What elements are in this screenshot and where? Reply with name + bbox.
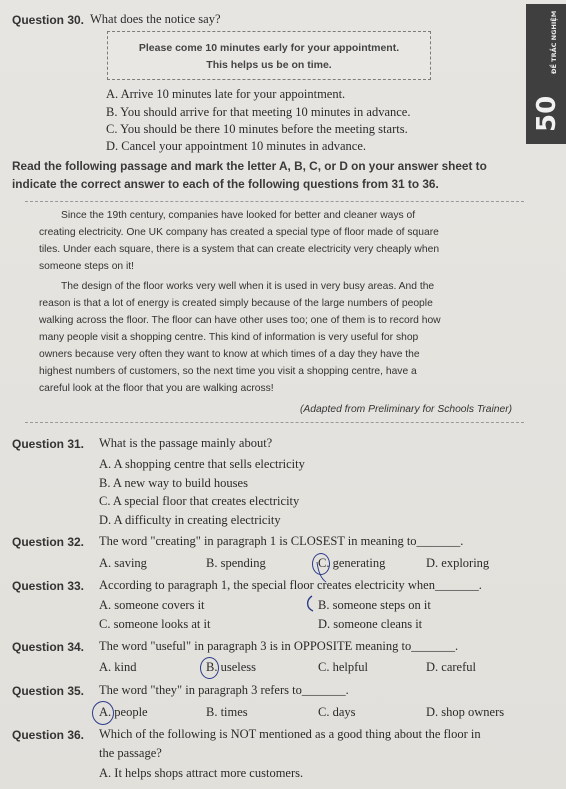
passage-line: highest numbers of customers, so the next time you visit a shopping centre, have a	[39, 366, 417, 377]
q32-option-c[interactable]: C. generating	[318, 556, 386, 570]
passage-line: careful look at the floor that you are walking across!	[39, 383, 274, 394]
q33-option-a[interactable]: A. someone covers it	[99, 598, 205, 612]
q33-text: According to paragraph 1, the special floor creates electricity when_______.	[99, 578, 482, 592]
q32-label: Question 32.	[12, 535, 85, 549]
passage-line: walking across the floor. The floor can have other uses too; one of them is to record how	[39, 315, 441, 326]
q33-option-b[interactable]: B. someone steps on it	[318, 598, 431, 612]
passage-line: creating electricity. One UK company has created a special type of floor made of square	[39, 227, 439, 238]
q34-text: The word "useful" in paragraph 3 is in OPPOSITE meaning to_______.	[99, 639, 459, 653]
q35-option-b[interactable]: B. times	[206, 705, 248, 719]
q31-label: Question 31.	[12, 437, 85, 451]
q34-option-b[interactable]: B. useless	[206, 660, 256, 674]
q35-option-c[interactable]: C. days	[318, 705, 356, 719]
q32-option-b[interactable]: B. spending	[206, 556, 266, 570]
passage-source: (Adapted from Preliminary for Schools Trainer)	[300, 404, 513, 415]
passage-line: The design of the floor works very well when it is used in very busy areas. And the	[61, 281, 435, 292]
q30-text: What does the notice say?	[90, 12, 221, 26]
q35-label: Question 35.	[12, 684, 85, 698]
q36-text-cont: the passage?	[99, 746, 162, 760]
passage-line: someone steps on it!	[39, 261, 135, 272]
passage-line: owners because very often they want to know at which times of a day they have the	[39, 349, 420, 360]
passage-line: tiles. Under each square, there is a system that can create electricity very cheaply when	[39, 244, 440, 255]
q36-option-a[interactable]: A. It helps shops attract more customers.	[99, 766, 304, 780]
q34-option-d[interactable]: D. careful	[426, 660, 476, 674]
q31-option-b[interactable]: B. A new way to build houses	[99, 476, 248, 490]
passage-line: many people visit a shopping centre. This kind of information is very useful for shop	[39, 332, 419, 343]
passage-line: Since the 19th century, companies have looked for better and cleaner ways of	[61, 210, 416, 221]
q31-option-c[interactable]: C. A special floor that creates electricity	[99, 494, 300, 508]
q30-option-a[interactable]: A. Arrive 10 minutes late for your appointment.	[106, 87, 346, 101]
q30-option-b[interactable]: B. You should arrive for that meeting 10 minutes in advance.	[106, 105, 411, 119]
q31-text: What is the passage mainly about?	[99, 436, 273, 450]
q31-option-d[interactable]: D. A difficulty in creating electricity	[99, 513, 281, 527]
q30-option-c[interactable]: C. You should be there 10 minutes before the meeting starts.	[106, 122, 408, 136]
q34-option-a[interactable]: A. kind	[99, 660, 137, 674]
banner-number: 50	[532, 95, 562, 132]
q31-option-a[interactable]: A. A shopping centre that sells electricity	[99, 457, 305, 471]
notice-line2: This helps us be on time.	[206, 59, 332, 71]
q35-option-d[interactable]: D. shop owners	[426, 705, 505, 719]
instruction-line2: indicate the correct answer to each of the following questions from 31 to 36.	[12, 177, 439, 191]
q34-label: Question 34.	[12, 640, 85, 654]
passage-line: reason is that a lot of energy is created simply because of the large numbers of people	[39, 298, 433, 309]
q35-option-a[interactable]: A. people	[99, 705, 148, 719]
q32-option-a[interactable]: A. saving	[99, 556, 147, 570]
q33-option-c[interactable]: C. someone looks at it	[99, 617, 211, 631]
q36-text: Which of the following is NOT mentioned as a good thing about the floor in	[99, 727, 481, 741]
q33-label: Question 33.	[12, 579, 85, 593]
q32-option-d[interactable]: D. exploring	[426, 556, 490, 570]
q30-option-d[interactable]: D. Cancel your appointment 10 minutes in advance.	[106, 139, 367, 153]
q30-label: Question 30.	[12, 13, 85, 27]
q35-text: The word "they" in paragraph 3 refers to_______.	[99, 683, 349, 697]
q36-label: Question 36.	[12, 728, 85, 742]
instruction-line1: Read the following passage and mark the letter A, B, C, or D on your answer sheet to	[12, 159, 487, 173]
banner-subtitle: ĐỀ TRẮC NGHIỆM	[550, 10, 558, 74]
q34-option-c[interactable]: C. helpful	[318, 660, 368, 674]
q33-option-d[interactable]: D. someone cleans it	[318, 617, 423, 631]
q32-text: The word "creating" in paragraph 1 is CLOSEST in meaning to_______.	[99, 534, 464, 548]
notice-line1: Please come 10 minutes early for your appointment.	[138, 42, 400, 54]
